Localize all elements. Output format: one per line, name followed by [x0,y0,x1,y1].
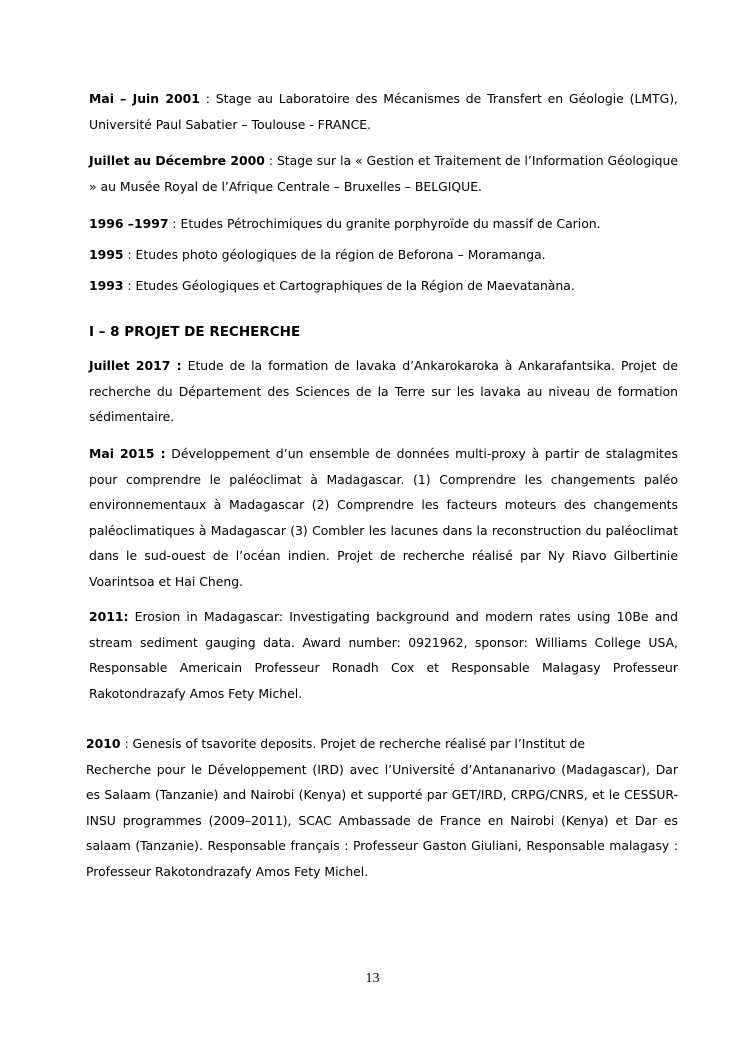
stage-entry-2001 [89,86,678,137]
entry-date: 2010 [86,736,121,751]
entry-text: : Etudes Pétrochimiques du granite porphyroïde du massif de Carion. [168,216,601,231]
entry-text: Développement d’un ensemble de données multi-proxy à partir de stalagmites pour comprendre le paléoclimat à Madagascar. (1) Comprendre les changements paléo environnementaux à Madagascar (2) Comprendre les facteurs moteurs des changements paléoclimatiques à Madagascar (3) Combler les lacunes dans la reconstruction du paléoclimat dans le sud-ouest de l’océan indien. Projet de recherche réalisé par Ny Riavo Gilbertinie Voarintsoa et Hai Cheng. [89,446,678,589]
entry-date: Mai 2015 : [89,446,166,461]
entry-date: Mai – Juin 2001 [89,91,200,106]
entry-text-first-line: : Genesis of tsavorite deposits. Projet de recherche réalisé par l’Institut de [120,736,586,751]
project-entry-2017 [89,353,678,430]
entry-date: 1993 [89,278,124,293]
stage-entry-1993 [89,273,678,299]
stage-entry-1995 [89,242,678,268]
stage-entry-2000 [89,148,678,199]
entry-text: : Stage au Laboratoire des Mécanismes de Transfert en Géologie (LMTG), Université Paul Sabatier – Toulouse - FRANCE. [89,91,678,132]
page-number: 13 [365,971,380,986]
entry-text: : Etudes Géologiques et Cartographiques de la Région de Maevatanàna. [123,278,575,293]
entry-text: Erosion in Madagascar: Investigating background and modern rates using 10Be and stream sediment gauging data. Award number: 0921962, sponsor: Williams College USA, Responsable Americain Professeur Ronadh Cox et Responsable Malagasy Professeur Rakotondrazafy Amos Fety Michel. [89,609,678,701]
project-entry-2015 [89,441,678,594]
project-entry-2011 [89,604,678,706]
entry-date: 1995 [89,247,124,262]
section-heading-research: I – 8 PROJET DE RECHERCHE [89,324,301,340]
entry-text: : Stage sur la « Gestion et Traitement de l’Information Géologique » au Musée Royal de l’Afrique Centrale – Bruxelles – BELGIQUE. [89,153,679,194]
entry-date: Juillet au Décembre 2000 [89,153,265,168]
entry-text: Recherche pour le Développement (IRD) avec l’Université d’Antananarivo (Madagascar), Dar es Salaam (Tanzanie) and Nairobi (Kenya) et supporté par GET/IRD, CRPG/CNRS, et le CESSUR-INSU programmes (2009–2011), SCAC Ambassade de France en Nairobi (Kenya) et Dar es salaam (Tanzanie). Responsable français : Professeur Gaston Giuliani, Responsable malagasy : Professeur Rakotondrazafy Amos Fety Michel. [86,761,678,879]
stage-entry-1996 [89,211,678,237]
entry-text: : Etudes photo géologiques de la région de Beforona – Moramanga. [123,247,546,262]
entry-text: Etude de la formation de lavaka d’Ankarokaroka à Ankarafantsika. Projet de recherche du Département des Sciences de la Terre sur les lavaka au niveau de formation sédimentaire. [89,358,678,424]
entry-date: Juillet 2017 : [89,358,182,373]
entry-date: 2011: [89,609,129,624]
entry-date: 1996 –1997 [89,216,169,231]
project-entry-2010 [86,731,678,884]
entry-first-line [86,731,678,757]
